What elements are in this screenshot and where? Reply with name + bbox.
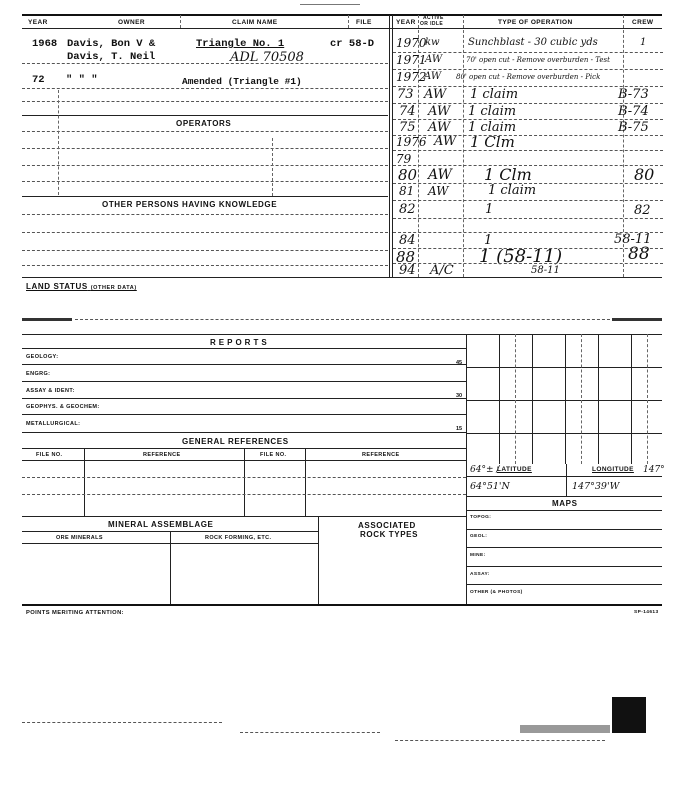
activity-rule: [393, 165, 663, 166]
activity-rule: [393, 119, 663, 120]
grid-col: [532, 334, 533, 464]
reports-rule: [22, 398, 466, 399]
header-bottom-rule: [22, 28, 662, 29]
reports-rule: [22, 414, 466, 415]
owner-year: 72: [32, 74, 45, 86]
associated-label: ASSOCIATED: [358, 521, 416, 530]
ref-col-file-no-2: FILE NO.: [260, 452, 287, 458]
activity-year: 94: [399, 263, 416, 278]
report-metallurgical: METALLURGICAL:: [26, 421, 81, 427]
maps-rule: [466, 547, 662, 548]
scan-mark: [612, 318, 662, 321]
activity-rule: [393, 103, 663, 104]
operator-rule: [22, 148, 388, 149]
activity-operation: 1 Clm: [470, 133, 515, 151]
activity-rule: [393, 135, 663, 136]
owner-rule: [22, 101, 388, 102]
activity-rule: [393, 69, 663, 70]
persons-rule: [22, 214, 388, 215]
scan-mark: [612, 697, 646, 733]
operator-rule: [22, 131, 388, 132]
operator-rule: [22, 165, 388, 166]
scan-mark: [22, 318, 72, 321]
grid-col: [631, 334, 632, 464]
map-geol: GEOL:: [470, 534, 488, 539]
latitude-value: 64°51'N: [470, 481, 510, 492]
grid-col: [598, 334, 599, 464]
claim-adl-number: ADL 70508: [230, 50, 304, 65]
header-claim-name: CLAIM NAME: [232, 19, 278, 26]
activity-rule: [393, 263, 663, 264]
longitude-value: 147°39'W: [572, 481, 620, 492]
report-assay: ASSAY & IDENT:: [26, 388, 75, 394]
form-number: SP-14613: [634, 610, 659, 615]
operator-rule: [22, 181, 388, 182]
land-status-sub: (OTHER DATA): [90, 285, 137, 291]
maps-rule: [466, 584, 662, 585]
activity-operation: 1: [485, 202, 494, 217]
activity-status: kw: [425, 37, 440, 48]
activity-operation: 1: [484, 233, 493, 248]
map-mine: MINE:: [470, 553, 486, 558]
activity-year: 82: [399, 202, 416, 217]
activity-status: AW: [424, 87, 447, 102]
activity-crew: 82: [634, 203, 651, 218]
activity-rule: [393, 52, 663, 53]
other-persons-label: OTHER PERSONS HAVING KNOWLEDGE: [102, 200, 278, 209]
persons-rule: [22, 232, 388, 233]
activity-operation: Sunchblast - 30 cubic yds: [468, 37, 598, 48]
reports-rule: [22, 364, 466, 365]
maps-title: MAPS: [552, 499, 578, 508]
activity-year: 1971: [396, 53, 427, 67]
activity-year: 1970: [396, 36, 427, 50]
longitude-label: LONGITUDE: [592, 466, 634, 473]
activity-operation: 80' open cut - Remove overburden - Pick: [456, 73, 601, 81]
activity-operation: 1 Clm: [484, 165, 532, 184]
ref-col-reference: REFERENCE: [143, 452, 181, 458]
mineral-assemblage-title: MINERAL ASSEMBLAGE: [108, 520, 214, 529]
reports-top-rule: [22, 334, 662, 335]
col-sep: [348, 15, 349, 28]
ref-col-file-no: FILE NO.: [36, 452, 63, 458]
activity-year: 88: [396, 248, 416, 266]
land-status-rule: [75, 319, 615, 320]
grid-col: [499, 334, 500, 464]
col-sep: [58, 90, 59, 195]
activity-operation: 70' open cut - Remove overburden - Test: [466, 56, 610, 64]
ore-minerals-label: ORE MINERALS: [56, 535, 103, 541]
activity-rule: [393, 218, 663, 219]
owner-name: " " ": [66, 74, 98, 86]
activity-year: 79: [396, 152, 412, 166]
col-sep-active: [463, 15, 464, 277]
activity-status: AW: [428, 104, 451, 119]
latlong-sep: [566, 464, 567, 496]
activity-bottom-rule: [22, 277, 662, 278]
scale-45: 45: [456, 360, 463, 366]
refs-col-sep: [244, 448, 245, 516]
reports-rule: [22, 348, 466, 349]
activity-year: 80: [398, 166, 418, 184]
col-sep: [272, 138, 273, 196]
grid-row: [466, 400, 662, 401]
lon-suffix: 147°: [643, 465, 665, 475]
scan-mark: [395, 740, 605, 741]
header-file: FILE: [356, 19, 372, 26]
activity-rule: [393, 200, 663, 201]
mineral-col-sep: [170, 531, 171, 604]
maps-rule: [466, 529, 662, 530]
reports-title: REPORTS: [210, 338, 270, 347]
reports-rule: [22, 381, 466, 382]
refs-col-sep: [84, 448, 85, 516]
activity-status: AW: [424, 71, 442, 82]
maps-rule: [466, 510, 662, 511]
scan-mark: [22, 722, 222, 723]
maps-top-rule: [466, 496, 662, 497]
claim-amendment: Amended (Triangle #1): [182, 76, 302, 87]
owner-rule: [22, 88, 388, 89]
header-crew: CREW: [632, 19, 654, 26]
header-or-idle: OR IDLE: [420, 21, 444, 27]
refs-rule: [22, 477, 466, 478]
refs-bottom-rule: [22, 516, 466, 517]
col-sep: [180, 15, 181, 28]
owner-rule: [22, 63, 388, 64]
map-assay: ASSAY:: [470, 572, 490, 577]
rock-forming-label: ROCK FORMING, ETC.: [205, 535, 272, 541]
activity-year: 1972: [396, 70, 427, 84]
owner-name: Davis, Bon V &: [67, 38, 156, 50]
activity-status: AW: [434, 134, 457, 149]
activity-rule: [393, 232, 663, 233]
grid-row: [466, 367, 662, 368]
persons-rule: [22, 250, 388, 251]
latitude-label: LATITUDE: [497, 466, 532, 473]
activity-left-border-2: [392, 15, 393, 277]
activity-year: 74: [399, 104, 416, 119]
activity-status: AW: [428, 184, 449, 198]
activity-year: 75: [399, 120, 416, 135]
file-number: cr 58-D: [330, 38, 375, 50]
activity-status: AW: [428, 167, 452, 183]
lat-prefix: 64°± /: [470, 465, 500, 475]
activity-crew: 58-11: [614, 232, 652, 247]
rock-types-label: ROCK TYPES: [360, 530, 419, 539]
activity-operation: 1 claim: [468, 104, 517, 119]
owner-year: 1968: [32, 38, 58, 50]
activity-crew: B-74: [618, 104, 649, 119]
grid-sub-col: [647, 334, 648, 464]
reports-rule: [22, 432, 466, 433]
activity-status: AW: [428, 120, 451, 135]
land-status-label: [26, 282, 137, 291]
activity-crew: B-75: [618, 120, 649, 135]
refs-col-sep: [305, 448, 306, 516]
scale-30: 30: [456, 393, 463, 399]
activity-year: 1976: [396, 135, 427, 149]
scan-mark: [520, 725, 610, 733]
header-type-of-operation: TYPE OF OPERATION: [498, 19, 573, 26]
activity-operation: 1 claim: [488, 183, 537, 198]
activity-operation: 1 (58-11): [479, 246, 563, 267]
points-meriting-label: POINTS MERITING ATTENTION:: [26, 610, 124, 616]
activity-rule: [393, 86, 663, 87]
report-engrg: ENGRG:: [26, 371, 51, 377]
operators-label: OPERATORS: [176, 119, 232, 128]
latlong-rule: [466, 476, 662, 477]
activity-status: AW: [425, 54, 443, 65]
points-top-rule: [22, 604, 662, 606]
grid-row: [466, 433, 662, 434]
activity-left-border: [389, 15, 390, 277]
associated-sep: [318, 516, 319, 604]
claim-name: Triangle No. 1: [196, 38, 285, 50]
activity-year: 84: [399, 233, 416, 248]
owner-name: Davis, T. Neil: [67, 51, 156, 63]
activity-status: A/C: [430, 263, 454, 278]
right-panel-border: [466, 334, 467, 604]
grid-sub-col: [515, 334, 516, 464]
grid-sub-col: [581, 334, 582, 464]
scan-mark: [300, 4, 360, 5]
persons-rule: [22, 265, 388, 266]
general-references-title: GENERAL REFERENCES: [182, 437, 289, 446]
activity-operation: 58-11: [531, 265, 560, 276]
scan-mark: [240, 732, 380, 733]
activity-crew: 88: [628, 244, 650, 264]
scale-15: 15: [456, 426, 463, 432]
activity-rule: [393, 183, 663, 184]
activity-crew: B-73: [618, 87, 649, 102]
map-other: OTHER (& PHOTOS): [470, 590, 523, 595]
header-year-2: YEAR: [396, 19, 416, 26]
top-rule: [22, 14, 662, 16]
map-topog: TOPOG:: [470, 515, 492, 520]
maps-rule: [466, 566, 662, 567]
owner-rule: [22, 115, 388, 116]
report-geology: GEOLOGY:: [26, 354, 59, 360]
activity-operation: 1 claim: [470, 87, 519, 102]
activity-operation: 1 claim: [468, 120, 517, 135]
report-geophys: GEOPHYS. & GEOCHEM:: [26, 404, 100, 410]
grid-col: [565, 334, 566, 464]
header-owner: OWNER: [118, 19, 145, 26]
activity-year: 73: [397, 87, 414, 102]
activity-rule: [393, 248, 663, 249]
operator-rule: [22, 196, 388, 197]
refs-rule: [22, 494, 466, 495]
land-status-title: LAND STATUS: [26, 282, 88, 291]
header-year: YEAR: [28, 19, 48, 26]
activity-crew: 80: [634, 165, 655, 184]
ref-col-reference-2: REFERENCE: [362, 452, 400, 458]
activity-year: 81: [399, 184, 415, 198]
activity-crew: 1: [640, 37, 647, 48]
header-active: ACTIVE: [423, 15, 444, 21]
activity-rule: [393, 150, 663, 151]
